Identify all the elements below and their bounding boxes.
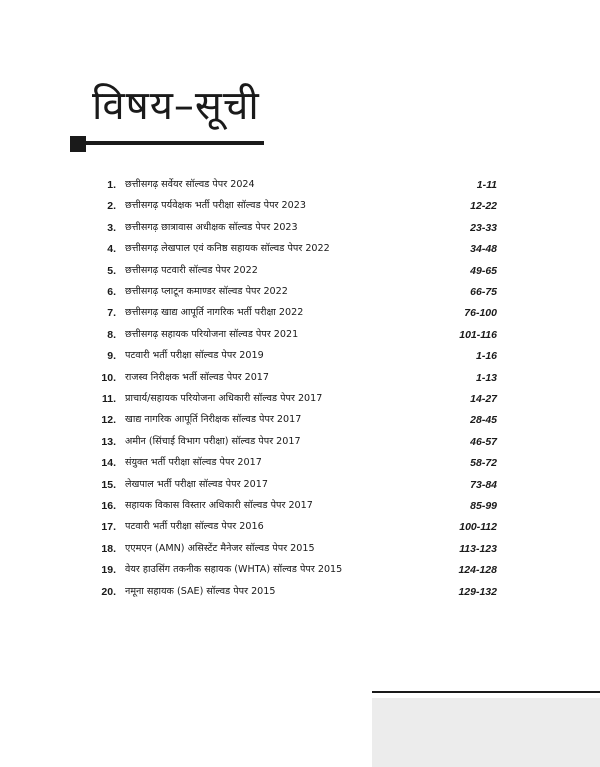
footer-panel: [372, 698, 600, 767]
toc-pages: 129-132: [458, 585, 497, 598]
toc-pages: 101-116: [459, 328, 497, 341]
toc-pages: 34-48: [470, 243, 497, 256]
toc-number: 6.: [107, 286, 116, 298]
toc-pages: 124-128: [458, 564, 497, 577]
toc-title: प्राचार्य/सहायक परियोजना अधिकारी सॉल्वड पेपर 2017: [125, 393, 323, 404]
toc-row[interactable]: [0, 498, 600, 514]
toc-title: वेयर हाउसिंग तकनीक सहायक (WHTA) सॉल्वड पेपर 2015: [125, 564, 343, 576]
title-underline: [86, 141, 264, 145]
toc-title: छत्तीसगढ़ छात्रावास अधीक्षक सॉल्वड पेपर 2023: [125, 221, 298, 233]
toc-pages: 14-27: [470, 393, 497, 405]
toc-pages: 1-16: [475, 350, 497, 363]
toc-row[interactable]: [0, 241, 600, 257]
toc-title: नमूना सहायक (SAE) सॉल्वड पेपर 2015: [125, 585, 276, 597]
toc-title: पटवारी भर्ती परीक्षा सॉल्वड पेपर 2019: [125, 350, 264, 362]
toc-pages: 28-45: [470, 414, 497, 427]
toc-pages: 76-100: [464, 307, 497, 320]
toc-title: छत्तीसगढ़ सहायक परियोजना सॉल्वड पेपर 2021: [125, 328, 299, 340]
toc-number: 3.: [107, 221, 116, 234]
toc-row[interactable]: [0, 327, 600, 343]
toc-row[interactable]: [0, 477, 600, 493]
toc-number: 18.: [101, 542, 116, 555]
toc-title: पटवारी भर्ती परीक्षा सॉल्वड पेपर 2016: [125, 521, 264, 533]
toc-pages: 12-22: [470, 200, 497, 213]
page-title: विषय–सूची: [92, 83, 260, 129]
toc-number: 14.: [101, 457, 116, 470]
title-square-ornament: [70, 136, 86, 152]
toc-row[interactable]: [0, 305, 600, 321]
toc-number: 9.: [107, 350, 116, 363]
toc-row[interactable]: [0, 562, 600, 578]
toc-number: 1.: [107, 179, 116, 191]
toc-number: 17.: [101, 521, 116, 534]
toc-pages: 58-72: [470, 457, 497, 470]
toc-row[interactable]: [0, 370, 600, 386]
toc-pages: 85-99: [470, 500, 497, 512]
toc-pages: 73-84: [470, 478, 497, 491]
toc-row[interactable]: [0, 391, 600, 407]
toc-number: 19.: [101, 564, 116, 577]
toc-row[interactable]: [0, 434, 600, 450]
toc-title: छत्तीसगढ़ लेखपाल एवं कनिष्ठ सहायक सॉल्वड पेपर 2022: [125, 243, 330, 255]
toc-row[interactable]: [0, 198, 600, 214]
toc-title: छत्तीसगढ़ खाद्य आपूर्ति नागरिक भर्ती परीक्षा 2022: [125, 307, 304, 319]
toc-pages: 113-123: [459, 542, 497, 555]
toc-row[interactable]: [0, 220, 600, 236]
toc-pages: 23-33: [470, 221, 497, 234]
toc-title: छत्तीसगढ़ पटवारी सॉल्वड पेपर 2022: [125, 264, 258, 276]
toc-title: छत्तीसगढ़ सर्वेयर सॉल्वड पेपर 2024: [125, 179, 255, 190]
toc-title: लेखपाल भर्ती परीक्षा सॉल्वड पेपर 2017: [125, 478, 268, 490]
toc-number: 15.: [101, 478, 116, 491]
toc-number: 20.: [101, 585, 116, 598]
toc-row[interactable]: [0, 284, 600, 300]
toc-pages: 46-57: [470, 435, 497, 448]
toc-row[interactable]: [0, 519, 600, 535]
toc-title: अमीन (सिंचाई विभाग परीक्षा) सॉल्वड पेपर 2017: [125, 435, 301, 447]
toc-number: 2.: [107, 200, 116, 213]
toc-number: 13.: [101, 435, 116, 448]
toc-title: एएमएन (AMN) असिस्टेंट मैनेजर सॉल्वड पेपर 2015: [125, 542, 315, 554]
toc-number: 4.: [107, 243, 116, 256]
toc-pages: 100-112: [459, 521, 497, 534]
toc-title: छत्तीसगढ़ प्लाटून कमाण्डर सॉल्वड पेपर 2022: [125, 286, 288, 297]
toc-number: 16.: [101, 500, 116, 512]
toc-number: 12.: [101, 414, 116, 427]
toc-pages: 1-13: [475, 371, 497, 384]
toc-pages: 66-75: [470, 286, 497, 298]
toc-row[interactable]: [0, 455, 600, 471]
toc-row[interactable]: [0, 541, 600, 557]
toc-title: खाद्य नागरिक आपूर्ति निरीक्षक सॉल्वड पेपर 2017: [125, 414, 302, 426]
toc-row[interactable]: [0, 177, 600, 193]
toc-title: संयुक्त भर्ती परीक्षा सॉल्वड पेपर 2017: [125, 457, 262, 469]
toc-row[interactable]: [0, 263, 600, 279]
toc-number: 8.: [107, 328, 116, 341]
toc-title: राजस्व निरीक्षक भर्ती सॉल्वड पेपर 2017: [125, 371, 270, 383]
footer-rule: [372, 691, 600, 693]
toc-row[interactable]: [0, 412, 600, 428]
toc-number: 11.: [101, 393, 116, 405]
toc-pages: 49-65: [470, 264, 497, 277]
toc-title: छत्तीसगढ़ पर्यवेक्षक भर्ती परीक्षा सॉल्वड पेपर 2023: [125, 200, 306, 212]
toc-row[interactable]: [0, 584, 600, 600]
toc-title: सहायक विकास विस्तार अधिकारी सॉल्वड पेपर 2017: [125, 500, 313, 511]
toc-row[interactable]: [0, 348, 600, 364]
toc-number: 7.: [107, 307, 116, 320]
toc-number: 10.: [101, 371, 116, 384]
toc-number: 5.: [107, 264, 116, 277]
toc-pages: 1-11: [476, 179, 497, 191]
